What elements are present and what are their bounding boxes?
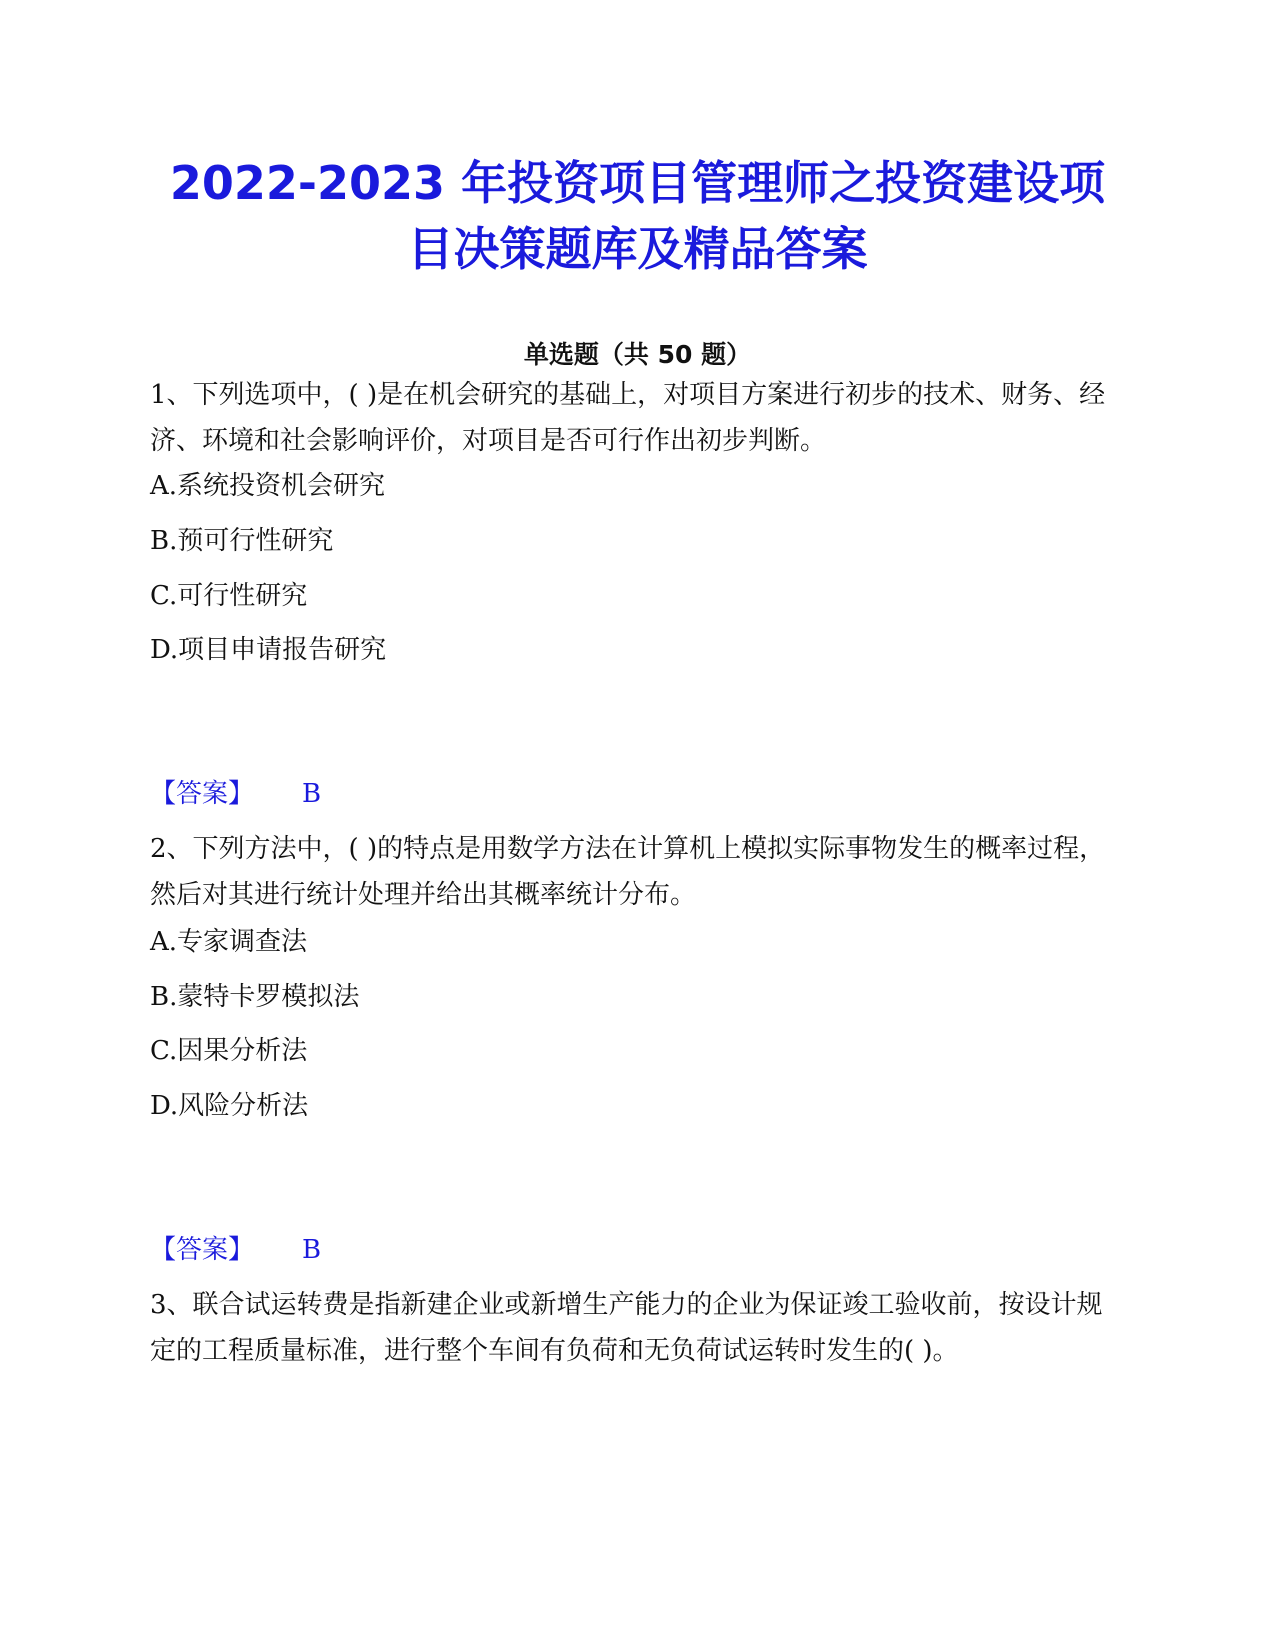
- section-heading: 单选题（共 50 题）: [523, 340, 752, 369]
- answer-value: B: [302, 779, 322, 809]
- question-2: [150, 826, 1110, 918]
- question-2-option-c: C.因果分析法: [150, 1036, 308, 1066]
- title-line-2: 目决策题库及精品答案: [407, 222, 868, 276]
- document-title: [120, 150, 1155, 282]
- question-1-answer: [150, 776, 321, 812]
- answer-label: 【答案】: [150, 1235, 255, 1265]
- question-1: [150, 372, 1110, 464]
- question-1-option-a: A.系统投资机会研究: [150, 471, 386, 501]
- question-3-text: 3、联合试运转费是指新建企业或新增生产能力的企业为保证竣工验收前，按设计规定的工程质量标准，进行整个车间有负荷和无负荷试运转时发生的( )。: [150, 1290, 1103, 1366]
- question-2-options: [150, 922, 1110, 1122]
- question-3: [150, 1282, 1110, 1374]
- question-2-option-b: B.蒙特卡罗模拟法: [150, 982, 360, 1012]
- question-2-option-a: A.专家调查法: [150, 927, 308, 957]
- question-2-option-d: D.风险分析法: [150, 1091, 309, 1121]
- question-1-option-b: B.预可行性研究: [150, 526, 334, 556]
- title-line-1: 2022-2023 年投资项目管理师之投资建设项: [169, 156, 1106, 210]
- question-1-option-c: C.可行性研究: [150, 581, 308, 611]
- question-2-answer: [150, 1232, 321, 1268]
- question-2-text: 2、下列方法中，( )的特点是用数学方法在计算机上模拟实际事物发生的概率过程，然后对其进行统计处理并给出其概率统计分布。: [150, 834, 1106, 910]
- question-1-options: [150, 466, 1110, 666]
- answer-value: B: [302, 1235, 322, 1265]
- answer-label: 【答案】: [150, 779, 255, 809]
- question-1-text: 1、下列选项中，( )是在机会研究的基础上，对项目方案进行初步的技术、财务、经济、环境和社会影响评价，对项目是否可行作出初步判断。: [150, 380, 1106, 456]
- question-1-option-d: D.项目申请报告研究: [150, 635, 387, 665]
